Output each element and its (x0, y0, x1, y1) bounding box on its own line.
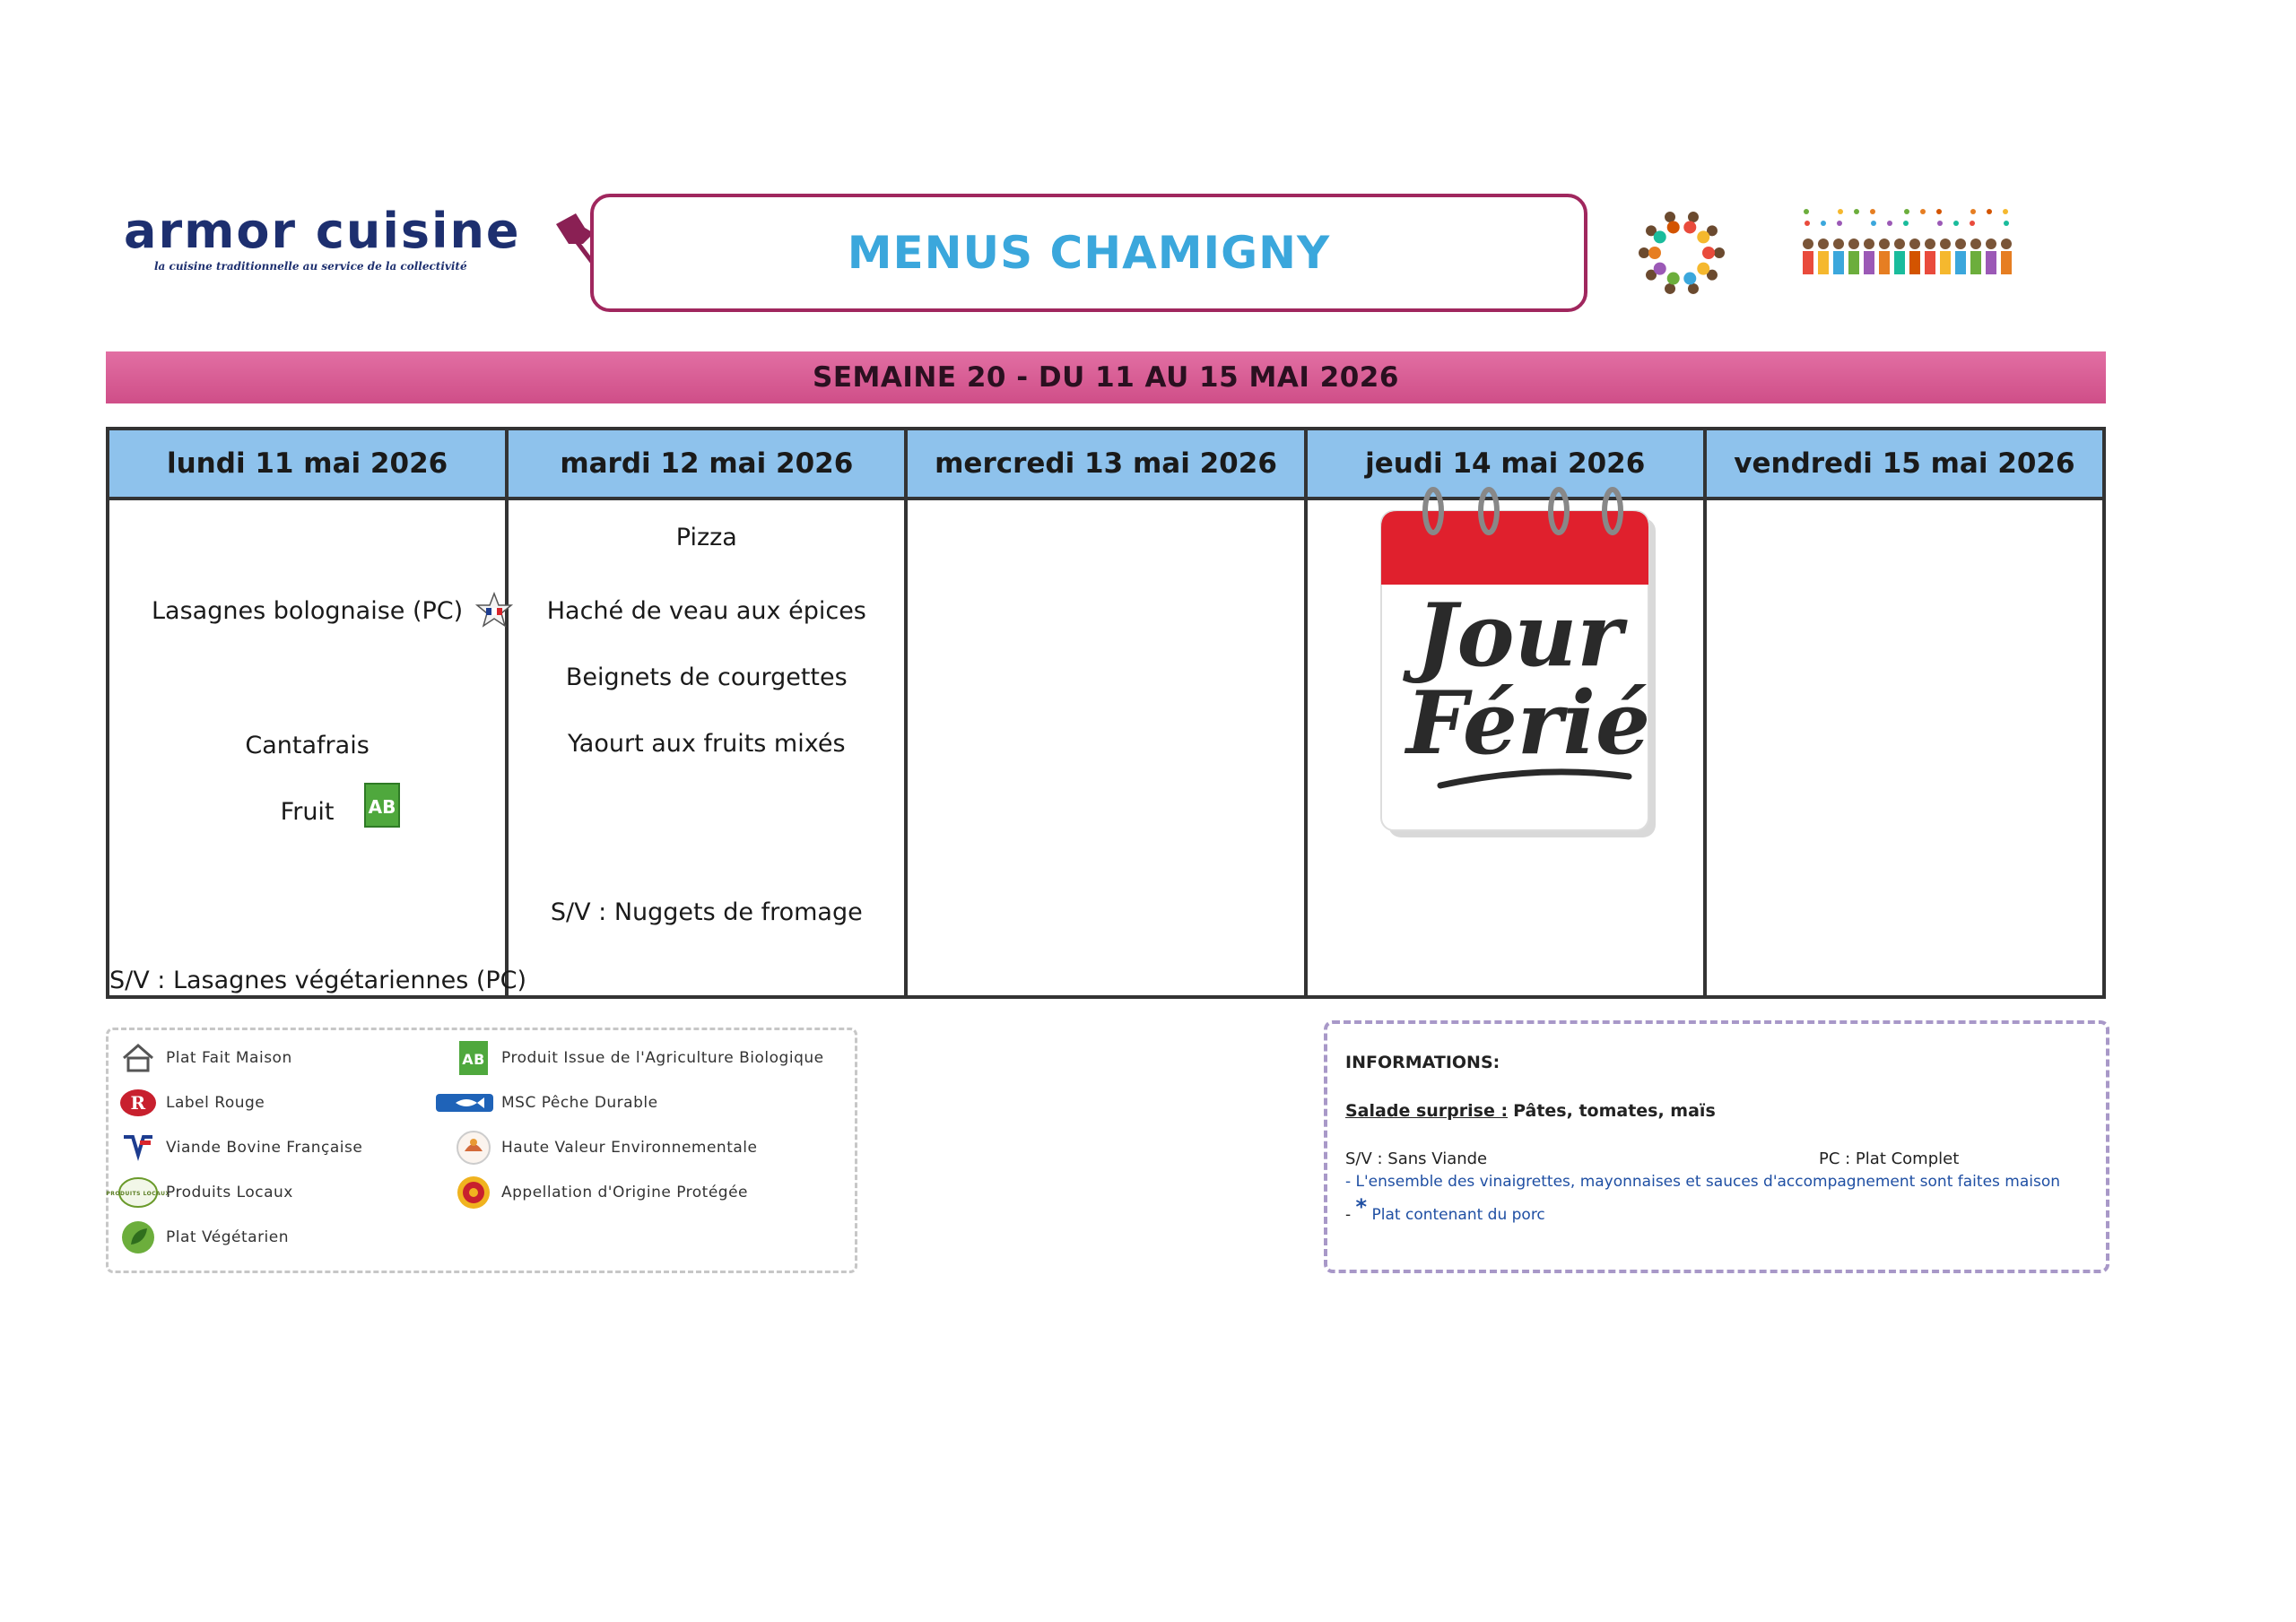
day-column-mardi (509, 430, 908, 995)
child-figure (1970, 251, 1981, 274)
confetti-dot (1903, 221, 1909, 226)
child-figure (1955, 239, 1966, 249)
week-banner (106, 351, 2106, 403)
legend-label: Produit Issue de l'Agriculture Biologique (501, 1049, 824, 1067)
salade-value: Pâtes, tomates, maïs (1513, 1101, 1716, 1121)
msc-fish-icon (435, 1084, 494, 1122)
legend-item-produits-locaux (106, 1174, 293, 1211)
child-figure (1894, 251, 1905, 274)
children-circle-icon (1628, 199, 1735, 310)
page-title: MENUS CHAMIGNY (847, 227, 1331, 279)
legend-item-msc (435, 1084, 658, 1122)
ab-bio-icon (364, 783, 400, 831)
child-figure (1848, 239, 1859, 249)
confetti-dot (2003, 209, 2008, 214)
child-figure (2001, 239, 2012, 249)
confetti-dot (1821, 221, 1826, 226)
confetti-dot (1970, 221, 1975, 226)
svg-text:AB: AB (462, 1051, 485, 1068)
logo-subtitle: la cuisine traditionnelle au service de la collectivité (154, 260, 467, 273)
dish-item: Pizza (675, 524, 737, 551)
legend-label: Appellation d'Origine Protégée (501, 1184, 749, 1201)
child-figure (1986, 251, 1996, 274)
svg-text:Jour: Jour (1415, 585, 1622, 686)
confetti-dot (1920, 209, 1926, 214)
day-label: mercredi 13 mai 2026 (935, 447, 1277, 480)
child-figure (1986, 239, 1996, 249)
child-figure (1714, 247, 1725, 258)
confetti-dot (1936, 209, 1942, 214)
child-figure (1940, 239, 1951, 249)
confetti-dot (1854, 209, 1859, 214)
child-figure (1665, 212, 1675, 222)
dish-item: Yaourt aux fruits mixés (568, 730, 846, 758)
leaf-icon (117, 1219, 159, 1256)
legend-label: Haute Valeur Environnementale (501, 1139, 758, 1157)
dish-item: Fruit (280, 798, 335, 826)
dish-item: Lasagnes bolognaise (PC) (152, 597, 464, 625)
legend-item-plat-vegetarien (117, 1219, 289, 1256)
jour-ferie-calendar-icon (1369, 484, 1665, 846)
dish-item: Beignets de courgettes (565, 664, 848, 691)
child-figure (1683, 273, 1696, 285)
child-figure (1818, 251, 1829, 274)
child-figure (2001, 251, 2012, 274)
legend-label: Viande Bovine Française (166, 1139, 363, 1157)
confetti-dot (1871, 221, 1876, 226)
dish-item: Haché de veau aux épices (546, 597, 866, 625)
confetti-dot (1837, 221, 1842, 226)
confetti-dot (1804, 209, 1809, 214)
house-icon (117, 1039, 159, 1077)
info-heading: INFORMATIONS: (1345, 1053, 1500, 1072)
child-figure (1970, 239, 1981, 249)
legend-label: Plat Fait Maison (166, 1049, 292, 1067)
child-figure (1667, 221, 1680, 233)
day-column-lundi (109, 430, 527, 995)
pc-definition: PC : Plat Complet (1819, 1149, 1960, 1168)
aop-icon (453, 1174, 494, 1211)
child-figure (1909, 251, 1920, 274)
informations-panel (1324, 1020, 2109, 1273)
child-figure (1665, 283, 1675, 294)
label-rouge-icon (117, 1084, 159, 1122)
child-figure (1697, 230, 1709, 243)
day-column-mercredi (908, 430, 1307, 995)
day-header (908, 430, 1303, 500)
child-figure (1688, 212, 1699, 222)
week-label: SEMAINE 20 - DU 11 AU 15 MAI 2026 (813, 361, 1399, 394)
confetti-dot (1904, 209, 1909, 214)
legend-panel (106, 1028, 857, 1273)
child-figure (1879, 239, 1890, 249)
svg-text:R: R (130, 1092, 146, 1114)
sans-viande-dish: S/V : Lasagnes végétariennes (PC) (109, 967, 527, 994)
child-figure (1654, 263, 1666, 275)
sauces-note: - L'ensemble des vinaigrettes, mayonnaises et sauces d'accompagnement sont faites maison (1345, 1173, 2061, 1191)
day-label: mardi 12 mai 2026 (560, 447, 854, 480)
child-figure (1864, 239, 1874, 249)
legend-item-label-rouge (117, 1084, 265, 1122)
armor-cuisine-logo (124, 203, 521, 273)
salade-surprise-line (1345, 1101, 1716, 1121)
day-label: vendredi 15 mai 2026 (1734, 447, 2075, 480)
day-header (509, 430, 904, 500)
child-figure (1639, 247, 1649, 258)
child-figure (1654, 230, 1666, 243)
legend-item-viande-bovine (117, 1129, 362, 1167)
legend-item-agriculture-bio (453, 1039, 824, 1077)
child-figure (1909, 239, 1920, 249)
child-figure (1925, 251, 1935, 274)
confetti-dot (1805, 221, 1810, 226)
dish-item: Cantafrais (245, 732, 370, 759)
confetti-dot (1870, 209, 1875, 214)
child-figure (1803, 239, 1813, 249)
title-box (590, 194, 1587, 312)
legend-item-aop (453, 1174, 748, 1211)
confetti-dot (1937, 221, 1943, 226)
day-label: lundi 11 mai 2026 (166, 447, 448, 480)
legend-label: Plat Végétarien (166, 1228, 290, 1246)
hve-icon (453, 1129, 494, 1167)
confetti-dot (1838, 209, 1843, 214)
child-figure (1894, 239, 1905, 249)
confetti-dot (1953, 221, 1959, 226)
svg-text:AB: AB (368, 796, 396, 818)
child-figure (1702, 247, 1715, 259)
confetti-dot (1887, 221, 1892, 226)
child-figure (1955, 251, 1966, 274)
sv-definition: S/V : Sans Viande (1345, 1149, 1488, 1168)
child-figure (1833, 251, 1844, 274)
viande-bovine-francaise-icon (475, 592, 513, 633)
sans-viande-dish: S/V : Nuggets de fromage (550, 898, 863, 926)
svg-text:Férié: Férié (1405, 672, 1650, 774)
child-figure (1879, 251, 1890, 274)
legend-item-plat-fait-maison (117, 1039, 292, 1077)
day-column-jeudi (1308, 430, 1707, 995)
ab-bio-icon (453, 1039, 494, 1077)
viande-bovine-francaise-icon (117, 1129, 159, 1167)
day-label: jeudi 14 mai 2026 (1365, 447, 1646, 480)
legend-label: Produits Locaux (166, 1184, 293, 1201)
child-figure (1683, 221, 1696, 233)
day-header (1707, 430, 2102, 500)
child-figure (1648, 247, 1661, 259)
child-figure (1697, 263, 1709, 275)
child-figure (1803, 251, 1813, 274)
child-figure (1848, 251, 1859, 274)
child-figure (1688, 283, 1699, 294)
child-figure (1667, 273, 1680, 285)
confetti-dot (1970, 209, 1976, 214)
legend-item-hve (453, 1129, 757, 1167)
star-icon: * (1355, 1194, 1368, 1219)
svg-text:PRODUITS LOCAUX: PRODUITS LOCAUX (106, 1191, 170, 1197)
confetti-dot (1987, 209, 1992, 214)
confetti-dot (2004, 221, 2009, 226)
legend-label: MSC Pêche Durable (501, 1094, 658, 1112)
child-figure (1833, 239, 1844, 249)
children-crowd-icon (1799, 206, 2023, 299)
porc-note: - * Plat contenant du porc (1345, 1194, 1545, 1224)
child-figure (1925, 239, 1935, 249)
legend-label: Label Rouge (166, 1094, 265, 1112)
child-figure (1864, 251, 1874, 274)
day-column-vendredi (1707, 430, 2102, 995)
menu-table (106, 427, 2106, 999)
child-figure (1818, 239, 1829, 249)
salade-label: Salade surprise : (1345, 1101, 1509, 1121)
logo-title: armor cuisine (124, 203, 521, 259)
produits-locaux-icon (106, 1174, 170, 1211)
porc-note-text: Plat contenant du porc (1371, 1206, 1545, 1224)
child-figure (1940, 251, 1951, 274)
day-header (109, 430, 505, 500)
